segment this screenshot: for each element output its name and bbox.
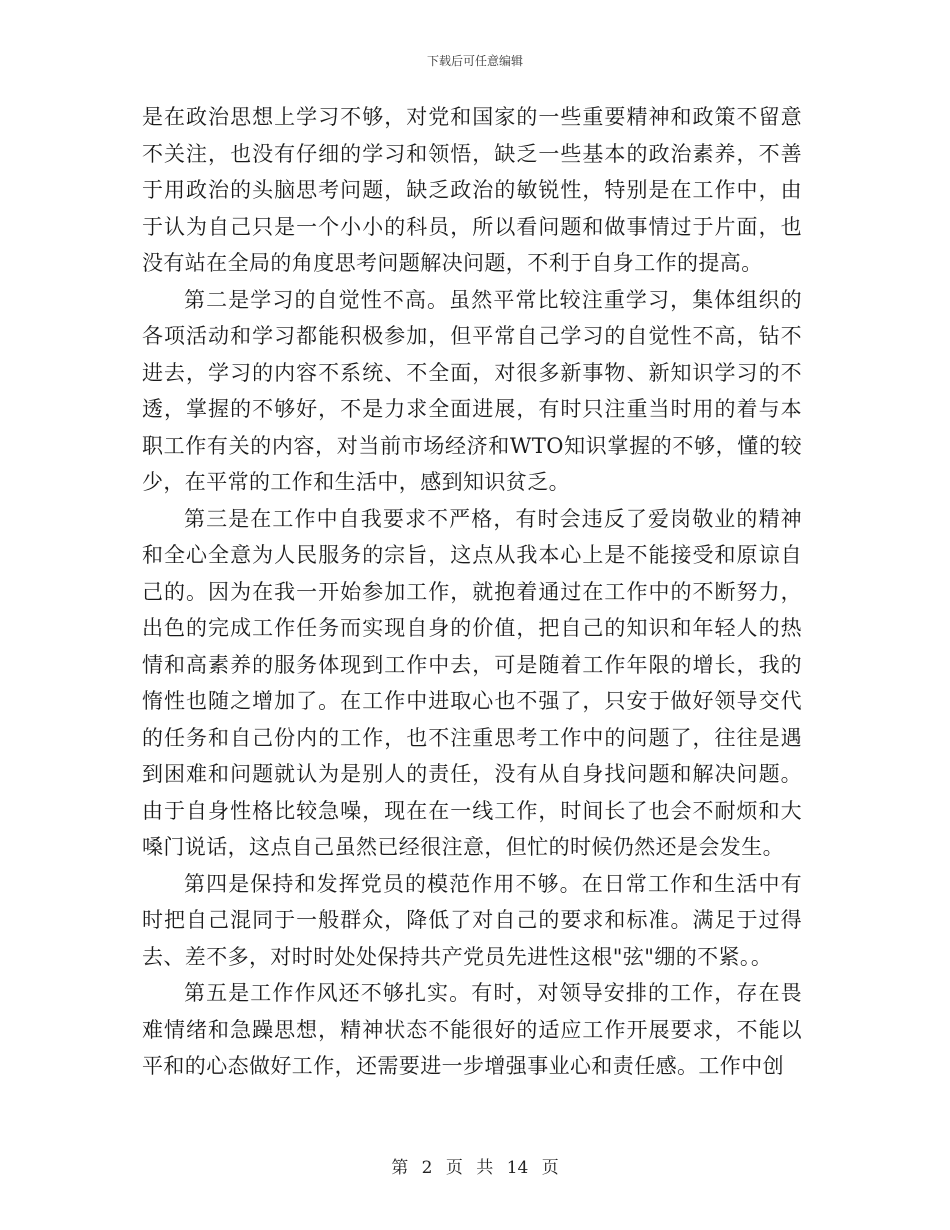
paragraph-1: 是在政治思想上学习不够，对党和国家的一些重要精神和政策不留意不关注，也没有仔细的学习和领悟，缺乏一些基本的政治素养，不善于用政治的头脑思考问题，缺乏政治的敏锐性，特别是在工作中，由于认为自己只是一个小小的科员，所以看问题和做事情过于片面，也没有站在全局的角度思考问题解决问题，不利于自身工作的提高。 xyxy=(142,105,802,275)
page-number-footer: 第 2 页 共 14 页 xyxy=(391,1158,559,1178)
paragraph-4: 第四是保持和发挥党员的模范作用不够。在日常工作和生活中有时把自己混同于一般群众，降低了对自己的要求和标准。满足于过得去、差不多，对时时处处保持共产党员先进性这根"弦"绷的不紧。。 xyxy=(142,871,802,969)
page-header: 下载后可任意编辑 xyxy=(426,54,523,68)
paragraph-2: 第二是学习的自觉性不高。虽然平常比较注重学习，集体组织的各项活动和学习都能积极参加，但平常自己学习的自觉性不高，钻不进去，学习的内容不系统、不全面，对很多新事物、新知识学习的不透，掌握的不够好，不是力求全面进展，有时只注重当时用的着与本职工作有关的内容，对当前市场经济和WTO知识掌握的不够，懂的较少，在平常的工作和生活中，感到知识贫乏。 xyxy=(142,287,802,494)
paragraph-5: 第五是工作作风还不够扎实。有时，对领导安排的工作，存在畏难情绪和急躁思想，精神状态不能很好的适应工作开展要求，不能以平和的心态做好工作，还需要进一步增强事业心和责任感。工作中创 xyxy=(142,981,802,1078)
document-body xyxy=(142,99,802,1085)
paragraph-3: 第三是在工作中自我要求不严格，有时会违反了爱岗敬业的精神和全心全意为人民服务的宗旨，这点从我本心上是不能接受和原谅自己的。因为在我一开始参加工作，就抱着通过在工作中的不断努力，出色的完成工作任务而实现自身的价值，把自己的知识和年轻人的热情和高素养的服务体现到工作中去，可是随着工作年限的增长，我的惰性也随之增加了。在工作中进取心也不强了，只安于做好领导交代的任务和自己份内的工作，也不注重思考工作中的问题了，往往是遇到困难和问题就认为是别人的责任，没有从自身找问题和解决问题。由于自身性格比较急噪，现在在一线工作，时间长了也会不耐烦和大嗓门说话，这点自己虽然已经很注意，但忙的时候仍然还是会发生。 xyxy=(142,506,802,859)
